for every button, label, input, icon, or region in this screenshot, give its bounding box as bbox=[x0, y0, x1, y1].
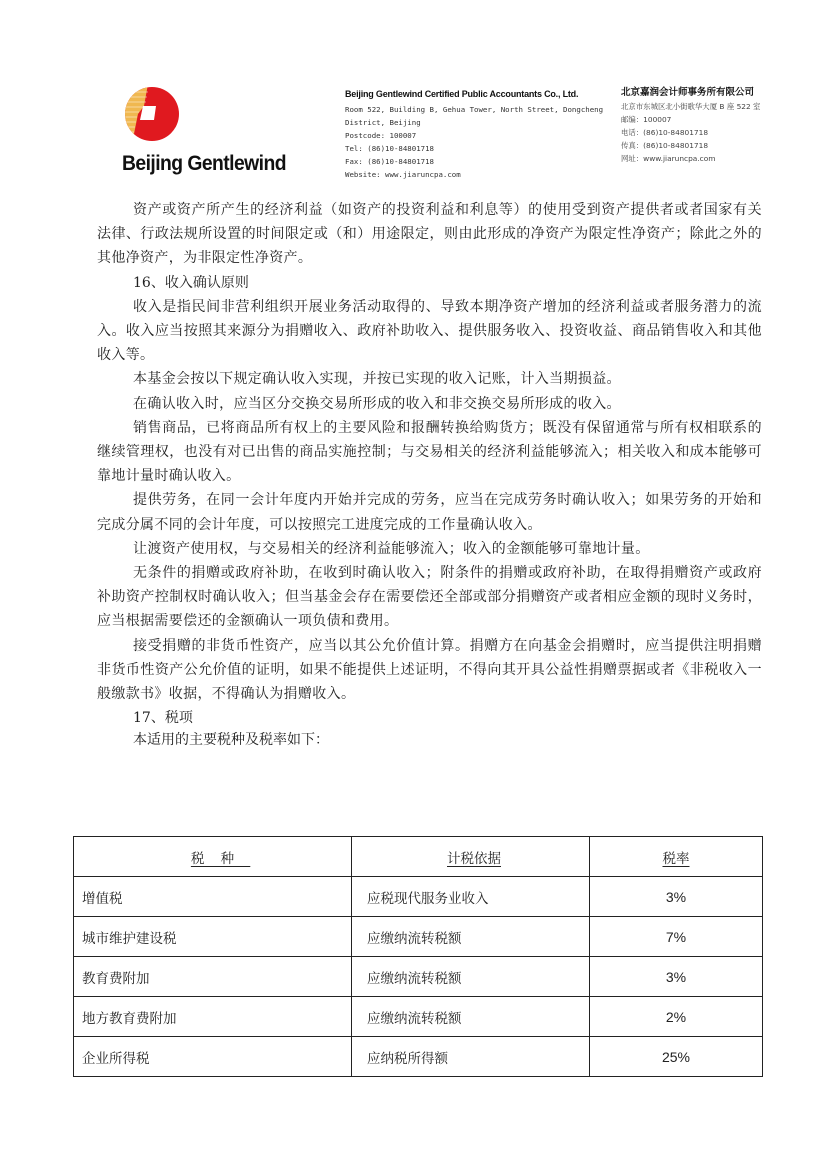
firm-name-cn: 北京嘉润会计师事务所有限公司 bbox=[621, 87, 755, 98]
table-row bbox=[74, 877, 763, 917]
tax-table bbox=[73, 836, 763, 1077]
paragraph-non-monetary-donations: 接受捐赠的非货币性资产，应当以其公允价值计算。捐赠方在向基金会捐赠时，应当提供注明捐赠非货币性资产公允价值的证明，如果不能提供上述证明，不得向其开具公益性捐赠票据或者《非税收入一般缴款书》收据，不得确认为捐赠收入。 bbox=[97, 637, 762, 703]
tax-basis-cell: 应缴纳流转税额 bbox=[352, 957, 590, 997]
tax-basis-cell: 应缴纳流转税额 bbox=[352, 997, 590, 1037]
address-en-line-2: District, Beijing bbox=[345, 118, 421, 127]
tax-rate-cell: 7% bbox=[590, 917, 763, 957]
table-row bbox=[74, 997, 763, 1037]
tel-cn: 电话：(86)10-84801718 bbox=[621, 128, 709, 137]
paragraph-exchange-distinction: 在确认收入时，应当区分交换交易所形成的收入和非交换交易所形成的收入。 bbox=[133, 395, 621, 412]
postcode-en: Postcode: 100007 bbox=[345, 131, 417, 140]
paragraph-net-assets: 资产或资产所产生的经济利益（如资产的投资利益和利息等）的使用受到资产提供者或者国家有关法律、行政法规所设置的时间限定或（和）用途限定，则由此形成的净资产为限定性净资产；除此之外的其他净资产，为非限定性净资产。 bbox=[97, 202, 762, 267]
tax-basis-cell: 应纳税所得额 bbox=[352, 1037, 590, 1077]
brand-name: Beijing Gentlewind bbox=[122, 152, 286, 175]
website-en: Website: www.jiaruncpa.com bbox=[345, 170, 461, 179]
section-17-title: 17、税项 bbox=[133, 710, 193, 727]
postcode-cn: 邮编：100007 bbox=[621, 115, 672, 124]
tel-en: Tel: (86)10-84801718 bbox=[345, 144, 434, 153]
tax-type-cell: 教育费附加 bbox=[74, 957, 352, 997]
website-cn: 网址：www.jiaruncpa.com bbox=[621, 154, 716, 163]
table-header-row bbox=[74, 837, 763, 877]
tax-basis-cell: 应税现代服务业收入 bbox=[352, 877, 590, 917]
document-body bbox=[97, 198, 762, 750]
tax-type-cell: 地方教育费附加 bbox=[74, 997, 352, 1037]
tax-type-cell: 企业所得税 bbox=[74, 1037, 352, 1077]
firm-name-en: Beijing Gentlewind Certified Public Accountants Co., Ltd. bbox=[345, 89, 579, 99]
table-row bbox=[74, 957, 763, 997]
tax-type-cell: 增值税 bbox=[74, 877, 352, 917]
gentlewind-logo-icon bbox=[122, 84, 182, 144]
section-16-title: 16、收入确认原则 bbox=[133, 274, 249, 291]
address-en-line-1: Room 522, Building B, Gehua Tower, North Street, Dongcheng bbox=[345, 105, 604, 114]
header-tax-type: 税种 bbox=[74, 837, 352, 877]
tax-rate-cell: 3% bbox=[590, 957, 763, 997]
paragraph-services: 提供劳务，在同一会计年度内开始并完成的劳务，应当在完成劳务时确认收入；如果劳务的开始和完成分属不同的会计年度，可以按照完工进度完成的工作量确认收入。 bbox=[97, 492, 762, 533]
fax-en: Fax: (86)10-84801718 bbox=[345, 157, 434, 166]
tax-table-intro: 本适用的主要税种及税率如下： bbox=[133, 732, 329, 749]
paragraph-donations: 无条件的捐赠或政府补助，在收到时确认收入；附条件的捐赠或政府补助，在取得捐赠资产或政府补助资产控制权时确认收入；但当基金会存在需要偿还全部或部分捐赠资产或者相应金额的现时义务时，应当根据需要偿还的金额确认一项负债和费用。 bbox=[97, 565, 762, 630]
paragraph-income-definition: 收入是指民间非营利组织开展业务活动取得的、导致本期净资产增加的经济利益或者服务潜力的流入。收入应当按照其来源分为捐赠收入、政府补助收入、提供服务收入、投资收益、商品销售收入和其他收入等。 bbox=[97, 298, 762, 364]
english-letterhead bbox=[345, 88, 603, 181]
table-row bbox=[74, 1037, 763, 1077]
header-tax-basis: 计税依据 bbox=[352, 837, 590, 877]
chinese-letterhead bbox=[621, 86, 760, 165]
paragraph-sale-of-goods: 销售商品，已将商品所有权上的主要风险和报酬转换给购货方；既没有保留通常与所有权相联系的继续管理权，也没有对已出售的商品实施控制；与交易相关的经济利益能够流入；相关收入和成本能够可靠地计量时确认收入。 bbox=[97, 419, 762, 485]
table-row bbox=[74, 917, 763, 957]
address-cn: 北京市东城区北小街歌华大厦 B 座 522 室 bbox=[621, 102, 761, 111]
tax-type-cell: 城市维护建设税 bbox=[74, 917, 352, 957]
fax-cn: 传真：(86)10-84801718 bbox=[621, 141, 709, 150]
tax-basis-cell: 应缴纳流转税额 bbox=[352, 917, 590, 957]
paragraph-use-of-assets: 让渡资产使用权，与交易相关的经济利益能够流入；收入的金额能够可靠地计量。 bbox=[133, 540, 650, 557]
tax-rate-cell: 3% bbox=[590, 877, 763, 917]
paragraph-income-recognition: 本基金会按以下规定确认收入实现，并按已实现的收入记账，计入当期损益。 bbox=[133, 371, 621, 388]
header-tax-rate: 税率 bbox=[590, 837, 763, 877]
tax-rate-cell: 25% bbox=[590, 1037, 763, 1077]
tax-rate-cell: 2% bbox=[590, 997, 763, 1037]
